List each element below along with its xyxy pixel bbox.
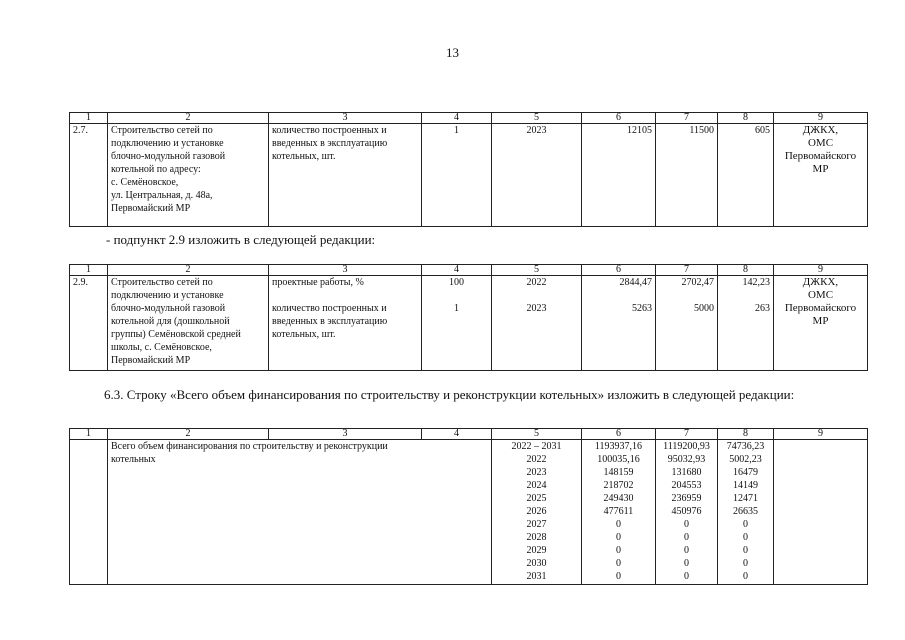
total-amount: 12105: [582, 124, 656, 227]
item-number: 2.7.: [70, 124, 108, 227]
col-number: 6: [582, 265, 656, 276]
col-number: 7: [656, 429, 718, 440]
column-number-row: [70, 113, 868, 124]
col-number: 3: [269, 265, 422, 276]
col-number: 5: [492, 265, 582, 276]
amount-col7: 2702,47 5000: [656, 276, 718, 371]
total-financing-title: Всего объем финансирования по строительству и реконструкции котельных: [108, 440, 492, 585]
col-number: 1: [70, 429, 108, 440]
paragraph-6-3: 6.3. Строку «Всего объем финансирования по строительству и реконструкции котельных» изложить в следующей редакции:: [104, 387, 795, 402]
col-number: 9: [774, 265, 868, 276]
column-number-row: [70, 265, 868, 276]
item-number-empty: [70, 440, 108, 585]
col-number: 8: [718, 265, 774, 276]
responsible-empty: [774, 440, 868, 585]
col-number: 7: [656, 265, 718, 276]
table-item-2-9: [69, 264, 868, 371]
responsible: ДЖКХ, ОМС Первомайского МР: [774, 276, 868, 371]
col-number: 8: [718, 429, 774, 440]
item-name: Строительство сетей по подключению и установке блочно-модульной газовой котельной для (дошкольной группы) Семёновской средней школы, с. Семёновское, Первомайский МР: [108, 276, 269, 371]
page-number: 13: [446, 45, 459, 60]
col-number: 2: [108, 113, 269, 124]
indicator-value: 100 1: [422, 276, 492, 371]
col-number: 1: [70, 113, 108, 124]
col-number: 9: [774, 429, 868, 440]
item-name: Строительство сетей по подключению и установке блочно-модульной газовой котельной по адресу: с. Семёновское, ул. Центральная, д. 48а, Первомайский МР: [108, 124, 269, 227]
amount-col8-list: 74736,23 5002,23 16479 14149 12471 26635 0 0 0 0 0: [718, 440, 774, 585]
item-indicator: проектные работы, % количество построенных и введенных в эксплуатацию котельных, шт.: [269, 276, 422, 371]
total-amount: 2844,47 5263: [582, 276, 656, 371]
col-number: 4: [422, 265, 492, 276]
year: 2023: [492, 124, 582, 227]
table-row: [70, 124, 868, 227]
col-number: 1: [70, 265, 108, 276]
col-number: 6: [582, 113, 656, 124]
amount-col8: 605: [718, 124, 774, 227]
year: 2022 2023: [492, 276, 582, 371]
col-number: 7: [656, 113, 718, 124]
item-indicator: количество построенных и введенных в эксплуатацию котельных, шт.: [269, 124, 422, 227]
col-number: 2: [108, 265, 269, 276]
col-number: 4: [422, 113, 492, 124]
table-row: [70, 440, 868, 585]
col-number: 6: [582, 429, 656, 440]
year-list: 2022 – 2031 2022 2023 2024 2025 2026 2027 2028 2029 2030 2031: [492, 440, 582, 585]
col-number: 2: [108, 429, 269, 440]
col-number: 3: [269, 113, 422, 124]
table-row: [70, 276, 868, 371]
paragraph-subpoint: - подпункт 2.9 изложить в следующей редакции:: [106, 232, 376, 247]
amount-col8: 142,23 263: [718, 276, 774, 371]
col-number: 9: [774, 113, 868, 124]
col-number: 5: [492, 429, 582, 440]
table-item-2-7: [69, 112, 868, 227]
total-amount-list: 1193937,16 100035,16 148159 218702 249430 477611 0 0 0 0 0: [582, 440, 656, 585]
col-number: 5: [492, 113, 582, 124]
column-number-row: [70, 429, 868, 440]
item-number: 2.9.: [70, 276, 108, 371]
responsible: ДЖКХ, ОМС Первомайского МР: [774, 124, 868, 227]
amount-col7: 11500: [656, 124, 718, 227]
col-number: 8: [718, 113, 774, 124]
col-number: 3: [269, 429, 422, 440]
table-total-financing: [69, 428, 868, 585]
indicator-value: 1: [422, 124, 492, 227]
amount-col7-list: 1119200,93 95032,93 131680 204553 236959 450976 0 0 0 0 0: [656, 440, 718, 585]
col-number: 4: [422, 429, 492, 440]
